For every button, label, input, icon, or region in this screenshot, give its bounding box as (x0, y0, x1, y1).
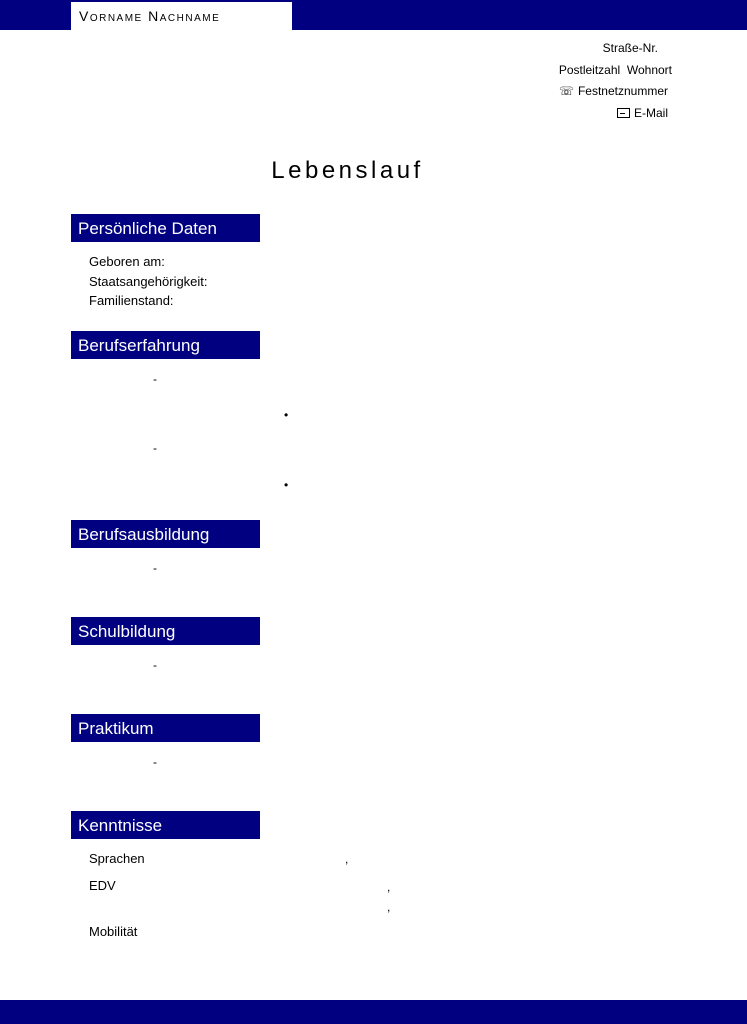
it-skills-label: EDV (89, 878, 116, 893)
section-heading-vocational: Berufsausbildung (71, 520, 260, 548)
section-heading-experience: Berufserfahrung (71, 331, 260, 359)
document-title (0, 157, 747, 185)
bullet-point: • (284, 408, 289, 422)
born-label: Geboren am: (89, 254, 165, 269)
date-range-dash: - (153, 441, 157, 455)
email-text: E-Mail (633, 106, 668, 120)
mobility-label: Mobilität (89, 924, 138, 939)
date-range-dash: - (153, 372, 157, 386)
postal-code-text: Postleitzahl (558, 63, 621, 77)
separator-comma: , (345, 852, 349, 866)
telephone-icon: ☏ (558, 84, 574, 98)
phone-text: Festnetznummer (577, 84, 668, 98)
date-range-dash: - (153, 755, 157, 769)
languages-label: Sprachen (89, 851, 145, 866)
city-text: Wohnort (626, 63, 672, 77)
phone-line (559, 84, 668, 98)
separator-comma: , (387, 880, 391, 894)
envelope-icon (617, 108, 630, 118)
section-heading-internship: Praktikum (71, 714, 260, 742)
email-line (617, 106, 668, 120)
section-heading-personal: Persönliche Daten (71, 214, 260, 242)
bullet-point: • (284, 478, 289, 492)
section-heading-skills: Kenntnisse (71, 811, 260, 839)
footer-bar (0, 1000, 747, 1024)
marital-status-label: Familienstand: (89, 293, 174, 308)
street-text: Straße-Nr. (602, 41, 658, 55)
nationality-label: Staatsangehörigkeit: (89, 274, 208, 289)
separator-comma: , (387, 900, 391, 914)
section-heading-school: Schulbildung (71, 617, 260, 645)
date-range-dash: - (153, 658, 157, 672)
title-text: Lebenslauf (271, 157, 424, 184)
date-range-dash: - (153, 561, 157, 575)
name-heading: Vorname Nachname (71, 2, 292, 30)
postal-city-line (559, 63, 672, 77)
